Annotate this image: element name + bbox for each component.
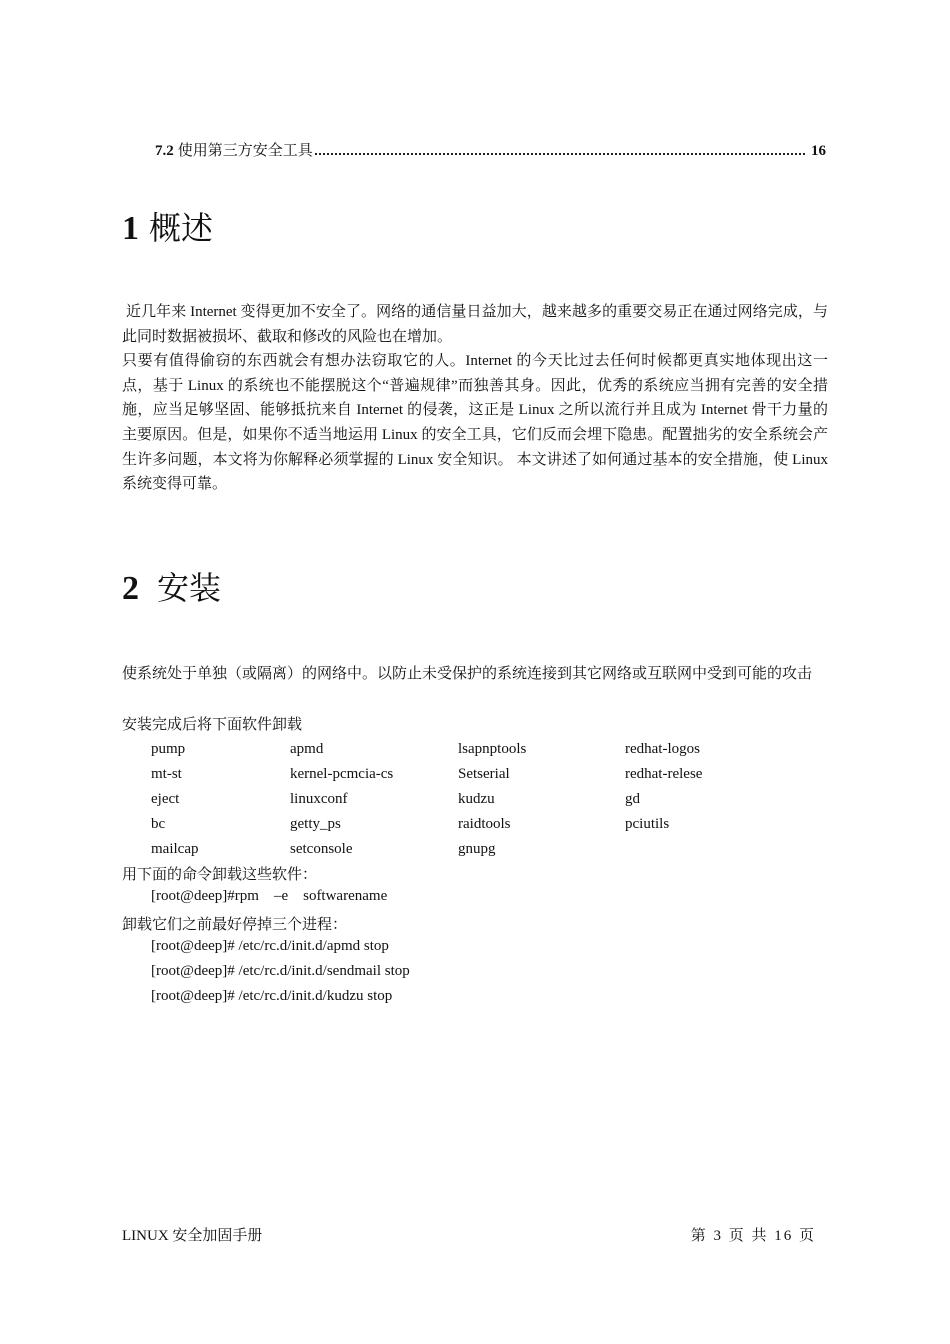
- section-1-number: 1: [122, 210, 139, 247]
- software-name: apmd: [290, 741, 324, 757]
- software-name: bc: [151, 816, 166, 832]
- software-name: kernel-pcmcia-cs: [290, 766, 394, 782]
- software-name: redhat-logos: [625, 741, 700, 757]
- software-name: pciutils: [625, 816, 670, 832]
- software-row: [151, 837, 775, 862]
- software-row: [151, 812, 775, 837]
- software-name: gnupg: [458, 841, 496, 857]
- software-name: Setserial: [458, 766, 510, 782]
- software-name: gd: [625, 791, 640, 807]
- software-name: [625, 837, 775, 862]
- uninstall-command-label: 用下面的命令卸载这些软件：: [122, 867, 318, 883]
- software-name: redhat-relese: [625, 766, 703, 782]
- section-1-title: 概述: [149, 209, 214, 247]
- toc-entry-page: 16: [811, 143, 826, 159]
- section-2-number: 2: [122, 570, 139, 607]
- software-name: linuxconf: [290, 791, 348, 807]
- software-name: eject: [151, 791, 180, 807]
- uninstall-heading: 安装完成后将下面软件卸载: [122, 717, 303, 733]
- software-name: mailcap: [151, 841, 199, 857]
- section-2-heading: [122, 568, 221, 609]
- software-list-table: [151, 737, 775, 862]
- toc-leader-dots: [315, 153, 805, 155]
- section-1-paragraph: 近几年来 Internet 变得更加不安全了。网络的通信量日益加大，越来越多的重要交易正在通过网络完成，与此同时数据被损坏、截取和修改的风险也在增加。: [122, 304, 828, 345]
- section-1-body: [122, 300, 828, 497]
- toc-entry[interactable]: [155, 139, 828, 160]
- software-name: kudzu: [458, 791, 495, 807]
- software-name: lsapnptools: [458, 741, 527, 757]
- section-2-title: 安装: [157, 569, 222, 607]
- footer-page-number: 第 3 页 共 16 页: [690, 1228, 816, 1244]
- toc-entry-number: 7.2: [155, 143, 174, 159]
- stop-command: [root@deep]# /etc/rc.d/init.d/apmd stop: [151, 938, 389, 954]
- stop-command: [root@deep]# /etc/rc.d/init.d/sendmail stop: [151, 963, 410, 979]
- section-1-heading: [122, 208, 213, 249]
- software-row: [151, 737, 775, 762]
- software-name: setconsole: [290, 841, 353, 857]
- toc-entry-title: 使用第三方安全工具: [177, 143, 313, 159]
- software-row: [151, 762, 775, 787]
- software-name: mt-st: [151, 766, 182, 782]
- footer-document-title: LINUX 安全加固手册: [122, 1228, 263, 1244]
- stop-processes-label: 卸载它们之前最好停掉三个进程：: [122, 917, 348, 933]
- section-2-intro: 使系统处于单独（或隔离）的网络中。以防止未受保护的系统连接到其它网络或互联网中受到可能的攻击: [122, 666, 813, 682]
- software-name: getty_ps: [290, 816, 341, 832]
- uninstall-command: [root@deep]#rpm –e softwarename: [151, 888, 388, 904]
- software-name: raidtools: [458, 816, 511, 832]
- section-1-paragraph: 只要有值得偷窃的东西就会有想办法窃取它的人。Internet 的今天比过去任何时候都更真实地体现出这一点，基于 Linux 的系统也不能摆脱这个“普遍规律”而独善其身。因此，优秀的系统应当拥有完善的安全措施，应当足够坚固、能够抵抗来自 Internet 的侵袭，这正是 Linux 之所以流行并且成为 Internet 骨干力量的主要原因。但是，如果你不适当地运用 Linux 的安全工具，它们反而会埋下隐患。配置拙劣的安全系统会产生许多问题，本文将为你解释必须掌握的 Linux 安全知识。 本文讲述了如何通过基本的安全措施，使 Linux 系统变得可靠。: [122, 353, 828, 493]
- software-row: [151, 787, 775, 812]
- stop-command: [root@deep]# /etc/rc.d/init.d/kudzu stop: [151, 988, 393, 1004]
- software-name: pump: [151, 741, 186, 757]
